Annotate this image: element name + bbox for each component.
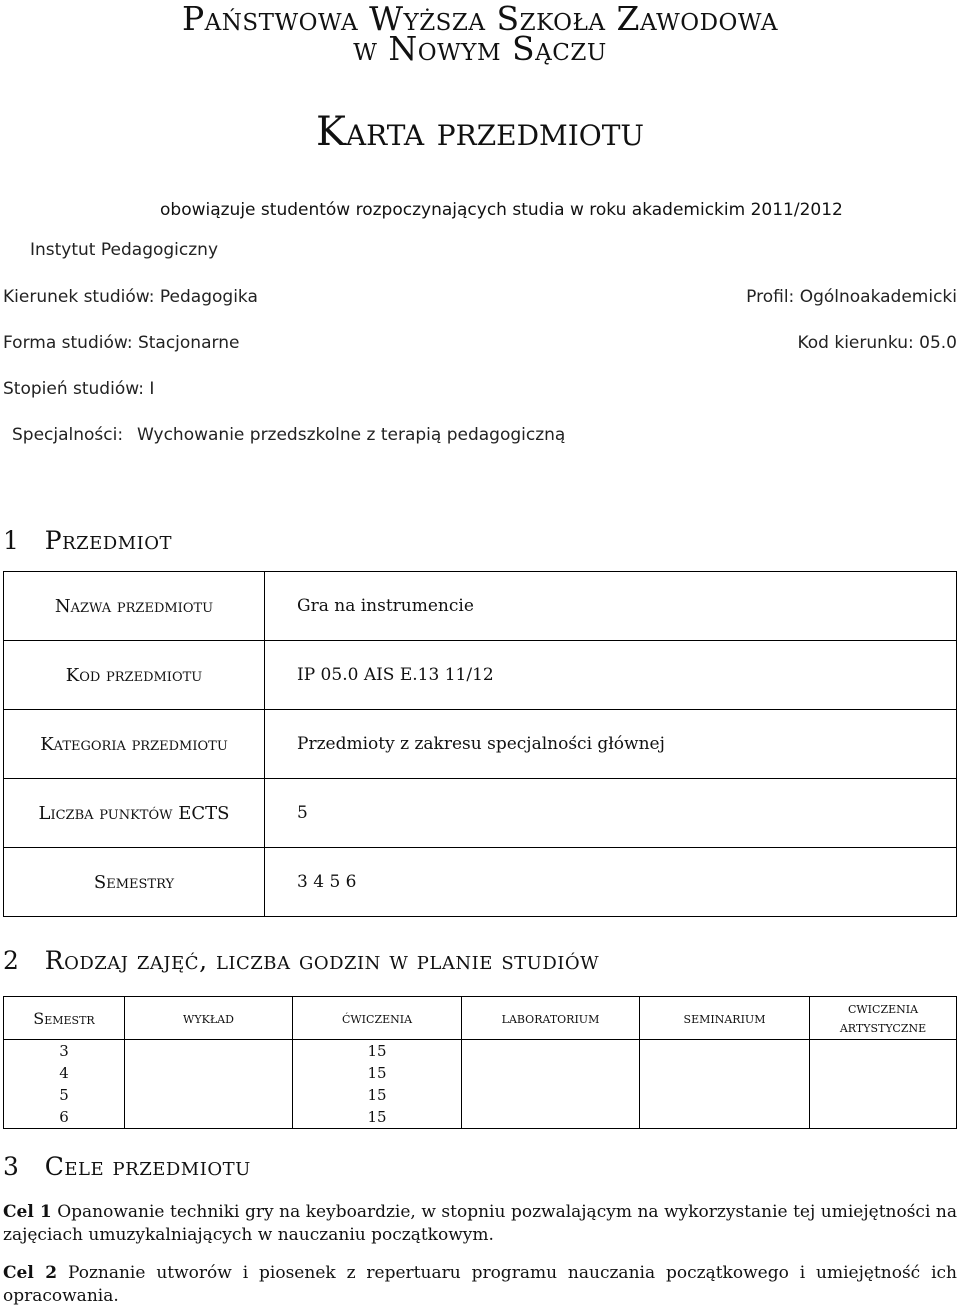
cell-semester: 6	[4, 1106, 125, 1129]
header-exercises: ćwiczenia	[293, 997, 462, 1040]
section-title: Rodzaj zajęć, liczba godzin w planie studiów	[44, 946, 600, 975]
cell-exercises: 15	[293, 1106, 462, 1129]
institute: Instytut Pedagogiczny	[30, 240, 219, 260]
row-value: Gra na instrumencie	[265, 572, 957, 641]
table-row	[4, 572, 957, 641]
cell-lab	[462, 1062, 640, 1084]
university-name-line1: Państwowa Wyższa Szkoła Zawodowa	[181, 0, 779, 38]
goal-text: Poznanie utworów i piosenek z repertuaru programu nauczania początkowego i umiejętność ich opracowania.	[3, 1263, 957, 1306]
cell-exercises: 15	[293, 1084, 462, 1106]
cell-art	[810, 1062, 957, 1084]
section-title: Cele przedmiotu	[44, 1152, 251, 1181]
header-semester: Semestr	[4, 997, 125, 1040]
table-row	[4, 1040, 957, 1063]
table-row	[4, 1106, 957, 1129]
subject-table	[3, 571, 957, 917]
field-of-study: Kierunek studiów: Pedagogika	[3, 287, 258, 307]
cell-semester: 3	[4, 1040, 125, 1063]
header-lecture: wykład	[125, 997, 293, 1040]
page-title: Karta przedmiotu	[316, 109, 644, 155]
cell-semester: 4	[4, 1062, 125, 1084]
header-line: cwiczenia	[847, 999, 919, 1017]
header-line: artystyczne	[839, 1018, 927, 1036]
table-row	[4, 848, 957, 917]
study-degree: Stopień studiów: I	[3, 379, 155, 399]
table-row	[4, 779, 957, 848]
obligation-note: obowiązuje studentów rozpoczynających studia w roku akademickim 2011/2012	[160, 200, 843, 220]
row-value: 5	[265, 779, 957, 848]
row-value: 3 4 5 6	[265, 848, 957, 917]
cell-lecture	[125, 1106, 293, 1129]
row-label: Semestry	[4, 848, 265, 917]
specialties-label: Specjalności:	[12, 425, 124, 445]
section-3-heading	[3, 1152, 251, 1181]
table-row	[4, 1062, 957, 1084]
table-row	[4, 1084, 957, 1106]
cell-lecture	[125, 1084, 293, 1106]
section-number: 2	[3, 946, 20, 975]
cell-seminar	[640, 1040, 810, 1063]
section-number: 3	[3, 1152, 20, 1181]
table-row	[4, 641, 957, 710]
section-number: 1	[3, 526, 20, 555]
study-form: Forma studiów: Stacjonarne	[3, 333, 240, 353]
cell-exercises: 15	[293, 1062, 462, 1084]
table-header-row	[4, 997, 957, 1040]
header-laboratory: laboratorium	[462, 997, 640, 1040]
cell-exercises: 15	[293, 1040, 462, 1063]
goal-1	[3, 1201, 957, 1247]
cell-art	[810, 1084, 957, 1106]
goal-label: Cel 2	[3, 1263, 58, 1283]
field-code: Kod kierunku: 05.0	[797, 333, 957, 353]
goal-text: Opanowanie techniki gry na keyboardzie, w stopniu pozwalającym na wykorzystanie tej umiejętności na zajęciach umuzykalniających w nauczaniu początkowym.	[3, 1202, 957, 1245]
cell-seminar	[640, 1062, 810, 1084]
row-label: Kategoria przedmiotu	[4, 710, 265, 779]
row-value: Przedmioty z zakresu specjalności głównej	[265, 710, 957, 779]
cell-seminar	[640, 1084, 810, 1106]
cell-seminar	[640, 1106, 810, 1129]
goal-label: Cel 1	[3, 1202, 52, 1222]
cell-lecture	[125, 1040, 293, 1063]
cell-lab	[462, 1106, 640, 1129]
header-seminar: seminarium	[640, 997, 810, 1040]
cell-art	[810, 1106, 957, 1129]
cell-lecture	[125, 1062, 293, 1084]
row-label: Nazwa przedmiotu	[4, 572, 265, 641]
university-name-line2: w Nowym Sączu	[353, 29, 607, 68]
hours-table	[3, 996, 957, 1129]
cell-semester: 5	[4, 1084, 125, 1106]
section-2-heading	[3, 946, 599, 975]
cell-art	[810, 1040, 957, 1063]
cell-lab	[462, 1084, 640, 1106]
row-label: Liczba punktów ECTS	[4, 779, 265, 848]
cell-lab	[462, 1040, 640, 1063]
header-artistic-exercises	[810, 997, 957, 1040]
specialties-value: Wychowanie przedszkolne z terapią pedagogiczną	[137, 425, 566, 445]
section-title: Przedmiot	[44, 526, 173, 555]
row-value: IP 05.0 AIS E.13 11/12	[265, 641, 957, 710]
section-1-heading	[3, 526, 172, 555]
profile: Profil: Ogólnoakademicki	[746, 287, 957, 307]
goal-2	[3, 1262, 957, 1308]
row-label: Kod przedmiotu	[4, 641, 265, 710]
table-row	[4, 710, 957, 779]
